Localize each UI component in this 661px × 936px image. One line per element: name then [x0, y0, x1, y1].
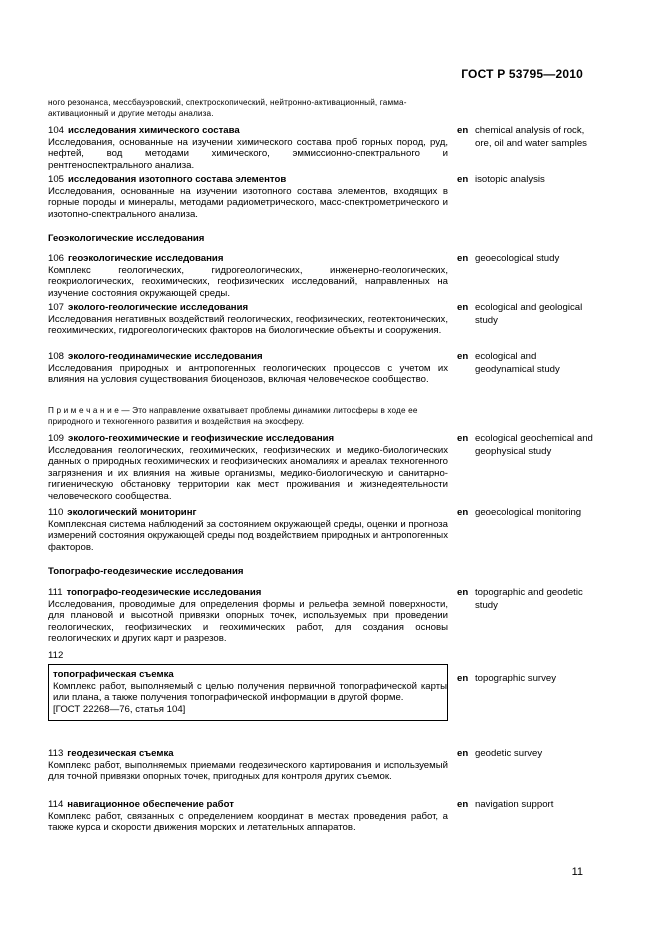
- en-label: en: [457, 253, 469, 264]
- term-112-definition: Комплекс работ, выполняемый с целью получения первичной топографической карты или плана, а также получения топографической информации в другой форме.: [53, 680, 447, 704]
- en-label: en: [457, 433, 469, 444]
- en-105: [457, 174, 597, 187]
- en-translation: isotopic analysis: [475, 174, 545, 185]
- term-name: геоэкологические исследования: [68, 253, 224, 264]
- term-name: исследования химического состава: [68, 125, 240, 136]
- term-106-title: [48, 253, 448, 265]
- en-label: en: [457, 748, 469, 759]
- term-114-definition: Комплекс работ, связанных с определением координат в местах проведения работ, а также курса и скорости движения морских и летательных аппаратов.: [48, 810, 448, 834]
- term-112-box: [48, 664, 448, 721]
- term-number: 114: [48, 799, 64, 810]
- term-104-title: [48, 125, 448, 137]
- term-109: [48, 433, 448, 503]
- section-heading: Топографо-геодезические исследования: [48, 566, 244, 577]
- term-113: [48, 748, 448, 783]
- term-number: 105: [48, 174, 65, 185]
- term-110-title: [48, 507, 448, 519]
- term-114: [48, 799, 448, 834]
- term-name: исследования изотопного состава элементов: [68, 174, 287, 185]
- en-112: [457, 673, 597, 686]
- en-label: en: [457, 673, 469, 684]
- term-111-definition: Исследования, проводимые для определения формы и рельефа земной поверхности, для плановой и высотной привязки опорных точек, используемых при проведении геологических, геофизических и геохимических работ, для создания основы геологических и других карт и разрезов.: [48, 598, 448, 645]
- term-108-title: [48, 351, 448, 363]
- term-number: 107: [48, 302, 65, 313]
- en-label: en: [457, 302, 469, 313]
- en-109: [457, 433, 597, 458]
- term-106: [48, 253, 448, 299]
- term-111-title: [48, 587, 448, 599]
- term-number: 106: [48, 253, 65, 264]
- term-106-definition: Комплекс геологических, гидрогеологических, инженерно-геологических, геокриологических, геохимических, геофизических исследований, направленных на изучение состояния окружающей среды.: [48, 264, 448, 299]
- document-header: ГОСТ Р 53795—2010: [461, 67, 583, 81]
- term-name: навигационное обеспечение работ: [67, 799, 234, 810]
- en-108: [457, 351, 597, 376]
- term-112-number: 112: [48, 650, 64, 661]
- term-109-title: [48, 433, 448, 445]
- term-104: [48, 125, 448, 171]
- term-name: топографо-геодезические исследования: [66, 587, 262, 598]
- term-114-title: [48, 799, 448, 811]
- en-label: en: [457, 351, 469, 362]
- term-number: 111: [48, 587, 63, 598]
- term-113-definition: Комплекс работ, выполняемых приемами геодезического картирования и используемый для точной привязки опорных точек, пригодных для контроля других съемок.: [48, 759, 448, 783]
- en-114: [457, 799, 597, 812]
- term-name: экологический мониторинг: [67, 507, 197, 518]
- term-108: [48, 351, 448, 386]
- en-107: [457, 302, 597, 327]
- en-translation: geoecological monitoring: [475, 507, 582, 518]
- section-topographic: [48, 566, 448, 578]
- term-105-definition: Исследования, основанные на изучении изотопного состава элементов, входящих в горные породы и минералы, методами радиометрического, масс-спектрометрического и изотопно-спектрального анализа.: [48, 185, 448, 220]
- term-107-title: [48, 302, 448, 314]
- term-105-title: [48, 174, 448, 186]
- term-113-title: [48, 748, 448, 760]
- en-label: en: [457, 174, 469, 185]
- term-110: [48, 507, 448, 553]
- section-geoecological: [48, 233, 448, 245]
- en-104: [457, 125, 597, 150]
- term-107: [48, 302, 448, 337]
- en-translation: geoecological study: [475, 253, 560, 264]
- en-110: [457, 507, 597, 520]
- intro-text: ного резонанса, мессбауэровский, спектроскопический, нейтронно-активационный, гамма-активационный и другие методы анализа.: [48, 98, 407, 119]
- term-112-title: топографическая съемка: [53, 669, 174, 680]
- en-translation: ecological and geodynamical study: [475, 351, 560, 375]
- page-number: 11: [571, 866, 583, 878]
- term-105: [48, 174, 448, 220]
- en-translation: ecological geochemical and geophysical study: [475, 433, 593, 457]
- en-111: [457, 587, 597, 612]
- term-108-definition: Исследования природных и антропогенных геологических процессов с учетом их влияния на условия существования биоценозов, включая человеческое сообщество.: [48, 362, 448, 386]
- term-112-reference: [ГОСТ 22268—76, статья 104]: [53, 703, 186, 715]
- en-label: en: [457, 125, 469, 136]
- term-109-definition: Исследования геологических, геохимических, геофизических и медико-биологических данных о природных геохимических и геофизических аномалиях и ареалах техногенного загрязнения и их влияния на живые организмы, медико-биологическую и санитарно-гигиеническую обстановку территории как мест проживания и жизнедеятельности человеческого сообщества.: [48, 444, 448, 502]
- term-name: эколого-геодинамические исследования: [68, 351, 263, 362]
- en-label: en: [457, 799, 469, 810]
- term-111: [48, 587, 448, 645]
- term-number: 109: [48, 433, 65, 444]
- en-translation: geodetic survey: [475, 748, 543, 759]
- en-translation: topographic and geodetic study: [475, 587, 583, 611]
- term-name: эколого-геохимические и геофизические исследования: [68, 433, 335, 444]
- en-translation: topographic survey: [475, 673, 557, 684]
- term-name: эколого-геологические исследования: [68, 302, 249, 313]
- en-label: en: [457, 587, 469, 598]
- section-heading: Геоэкологические исследования: [48, 233, 205, 244]
- term-110-definition: Комплексная система наблюдений за состоянием окружающей среды, оценки и прогноза измерений состояния окружающей среды под воздействием природных и антропогенных факторов.: [48, 518, 448, 553]
- en-translation: ecological and geological study: [475, 302, 583, 326]
- en-106: [457, 253, 597, 266]
- en-translation: navigation support: [475, 799, 554, 810]
- term-name: геодезическая съемка: [67, 748, 174, 759]
- en-label: en: [457, 507, 469, 518]
- en-translation: chemical analysis of rock, ore, oil and water samples: [475, 125, 587, 149]
- term-number: 104: [48, 125, 65, 136]
- en-113: [457, 748, 597, 761]
- term-104-definition: Исследования, основанные на изучении химического состава проб горных пород, руд, нефтей, вод методами химического, эммиссионно-спектрального и рентгеноспектрального анализа.: [48, 136, 448, 171]
- term-number: 113: [48, 748, 64, 759]
- term-107-definition: Исследования негативных воздействий геологических, геофизических, геотектонических, геохимических, гидрогеологических факторов на биологические объекты и сооружения.: [48, 313, 448, 337]
- term-108-note: П р и м е ч а н и е — Это направление охватывает проблемы динамики литосферы в ходе ее природного и техногенного развития и воздействия на экосферу.: [48, 406, 418, 427]
- term-number: 108: [48, 351, 65, 362]
- term-number: 110: [48, 507, 64, 518]
